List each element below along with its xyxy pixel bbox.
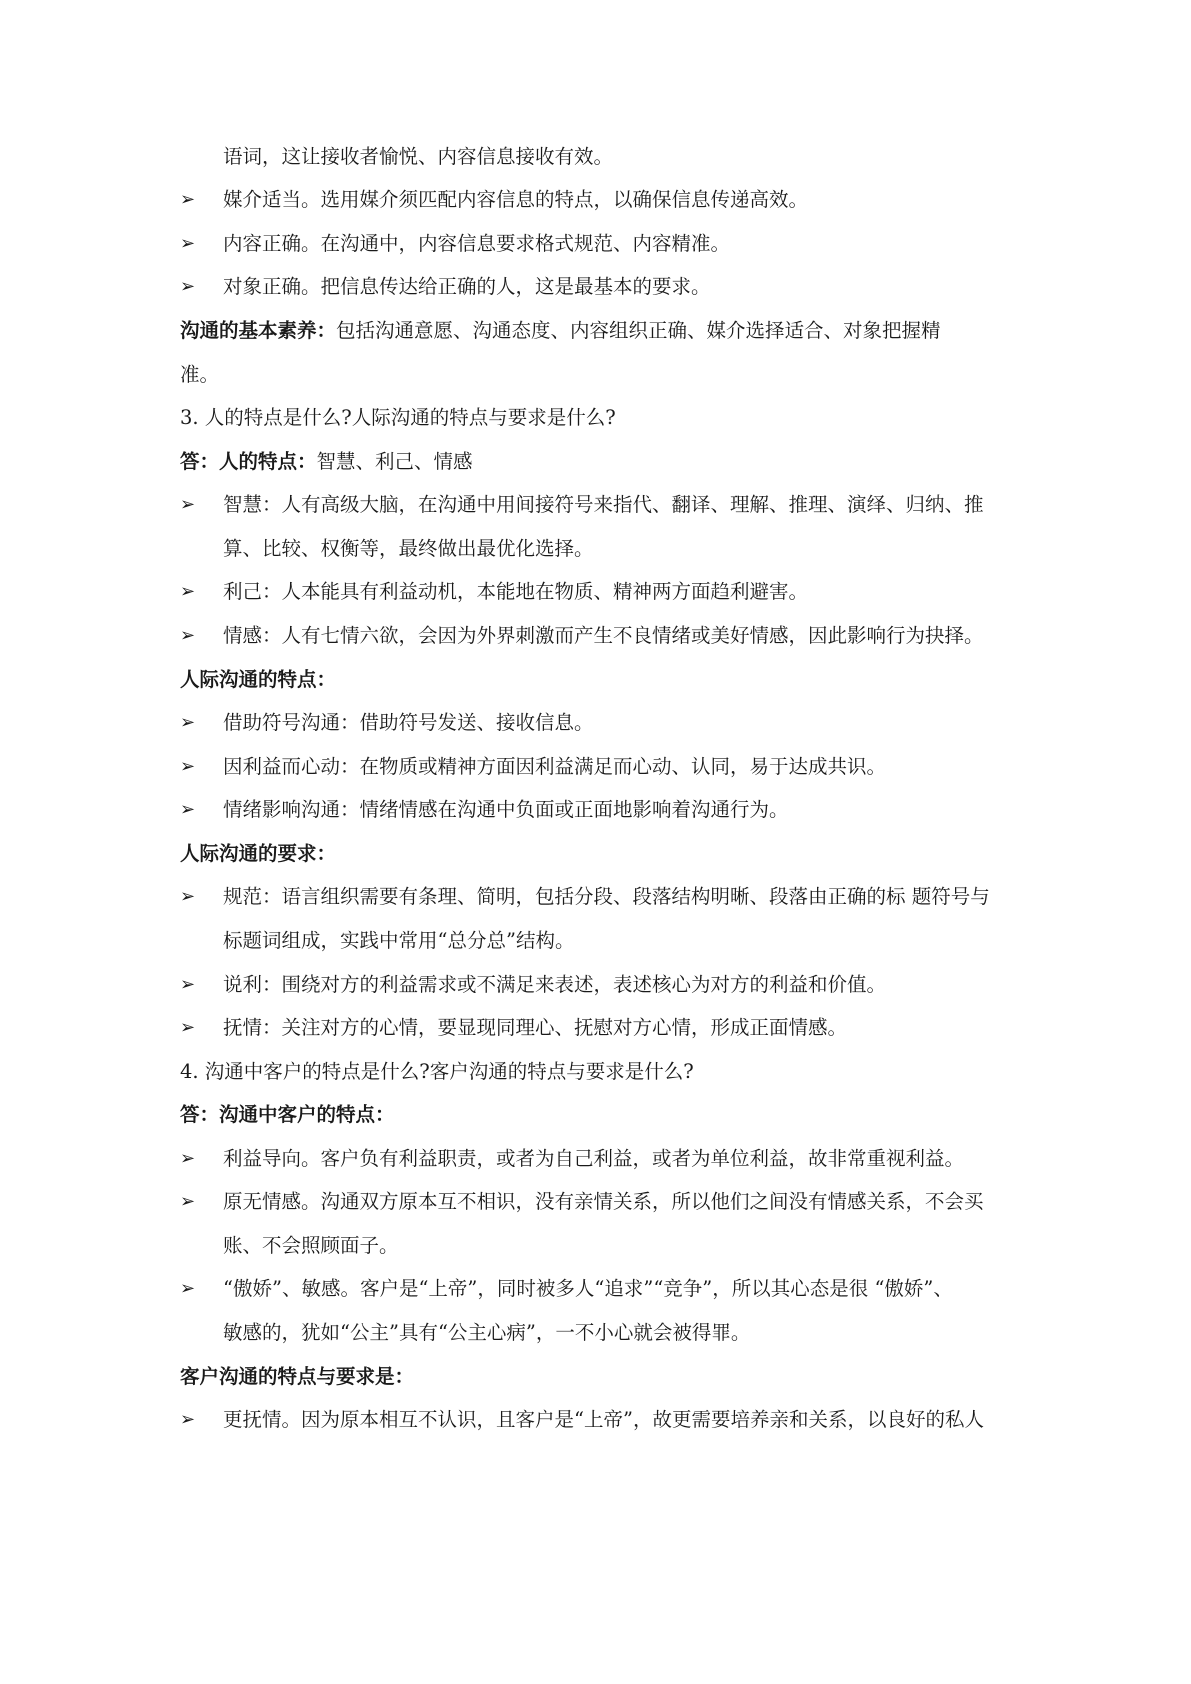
text-line: 语词，这让接收者愉悦、内容信息接收有效。	[223, 145, 614, 168]
question-heading: 4. 沟通中客户的特点是什么?客户沟通的特点与要求是什么?	[180, 1060, 694, 1083]
bullet-arrow-icon: ➢	[180, 1191, 196, 1212]
text-line: 准。	[180, 363, 220, 386]
list-item: 内容正确。在沟通中，内容信息要求格式规范、内容精准。	[223, 232, 731, 255]
question-heading: 3. 人的特点是什么?人际沟通的特点与要求是什么?	[180, 406, 616, 429]
bullet-arrow-icon: ➢	[180, 1148, 196, 1169]
list-item: 借助符号沟通：借助符号发送、接收信息。	[223, 711, 594, 734]
bullet-arrow-icon: ➢	[180, 581, 196, 602]
bullet-arrow-icon: ➢	[180, 189, 196, 210]
paragraph	[180, 318, 941, 344]
list-item: 情绪影响沟通：情绪情感在沟通中负面或正面地影响着沟通行为。	[223, 798, 789, 821]
section-heading: 答：沟通中客户的特点：	[180, 1103, 395, 1126]
bullet-arrow-icon: ➢	[180, 712, 196, 733]
list-item: 抚情：关注对方的心情，要显现同理心、抚慰对方心情，形成正面情感。	[223, 1016, 848, 1039]
text-line: 算、比较、权衡等，最终做出最优化选择。	[223, 537, 594, 560]
answer-line	[180, 449, 473, 475]
list-item: 原无情感。沟通双方原本互不相识，没有亲情关系，所以他们之间没有情感关系，不会买	[223, 1190, 984, 1213]
bullet-arrow-icon: ➢	[180, 494, 196, 515]
section-heading: 客户沟通的特点与要求是：	[180, 1365, 415, 1388]
list-item: 因利益而心动：在物质或精神方面因利益满足而心动、认同，易于达成共识。	[223, 755, 887, 778]
text-line: 标题词组成，实践中常用“总分总”结构。	[223, 929, 575, 952]
list-item: 利益导向。客户负有利益职责，或者为自己利益，或者为单位利益，故非常重视利益。	[223, 1147, 965, 1170]
list-item: 更抚情。因为原本相互不认识，且客户是“上帝”，故更需要培养亲和关系，以良好的私人	[223, 1408, 984, 1431]
list-item: 媒介适当。选用媒介须匹配内容信息的特点，以确保信息传递高效。	[223, 188, 809, 211]
bullet-arrow-icon: ➢	[180, 1409, 196, 1430]
bullet-arrow-icon: ➢	[180, 625, 196, 646]
bullet-arrow-icon: ➢	[180, 974, 196, 995]
text-line: 账、不会照顾面子。	[223, 1234, 399, 1257]
list-item: 利己：人本能具有利益动机，本能地在物质、精神两方面趋利避害。	[223, 580, 809, 603]
section-heading: 人际沟通的特点：	[180, 668, 337, 691]
bullet-arrow-icon: ➢	[180, 799, 196, 820]
list-item: 规范：语言组织需要有条理、简明，包括分段、段落结构明晰、段落由正确的标 题符号与	[223, 885, 990, 908]
list-item: 情感：人有七情六欲，会因为外界刺激而产生不良情绪或美好情感，因此影响行为抉择。	[223, 624, 984, 647]
bullet-arrow-icon: ➢	[180, 1278, 196, 1299]
bullet-arrow-icon: ➢	[180, 886, 196, 907]
bullet-arrow-icon: ➢	[180, 276, 196, 297]
answer-text: 智慧、利己、情感	[316, 450, 473, 473]
bullet-arrow-icon: ➢	[180, 1017, 196, 1038]
bullet-arrow-icon: ➢	[180, 233, 196, 254]
bullet-arrow-icon: ➢	[180, 756, 196, 777]
list-item: 智慧：人有高级大脑，在沟通中用间接符号来指代、翻译、理解、推理、演绎、归纳、推	[223, 493, 984, 516]
paragraph-text: 包括沟通意愿、沟通态度、内容组织正确、媒介选择适合、对象把握精	[336, 319, 941, 342]
bold-label: 沟通的基本素养：	[180, 319, 337, 342]
bold-label: 答：人的特点：	[180, 450, 317, 473]
list-item: “傲娇”、敏感。客户是“上帝”，同时被多人“追求”“竞争”，所以其心态是很 “傲娇”、	[223, 1277, 953, 1300]
section-heading: 人际沟通的要求：	[180, 842, 337, 865]
list-item: 对象正确。把信息传达给正确的人，这是最基本的要求。	[223, 275, 711, 298]
list-item: 说利：围绕对方的利益需求或不满足来表述，表述核心为对方的利益和价值。	[223, 973, 887, 996]
text-line: 敏感的，犹如“公主”具有“公主心病”，一不小心就会被得罪。	[223, 1321, 751, 1344]
